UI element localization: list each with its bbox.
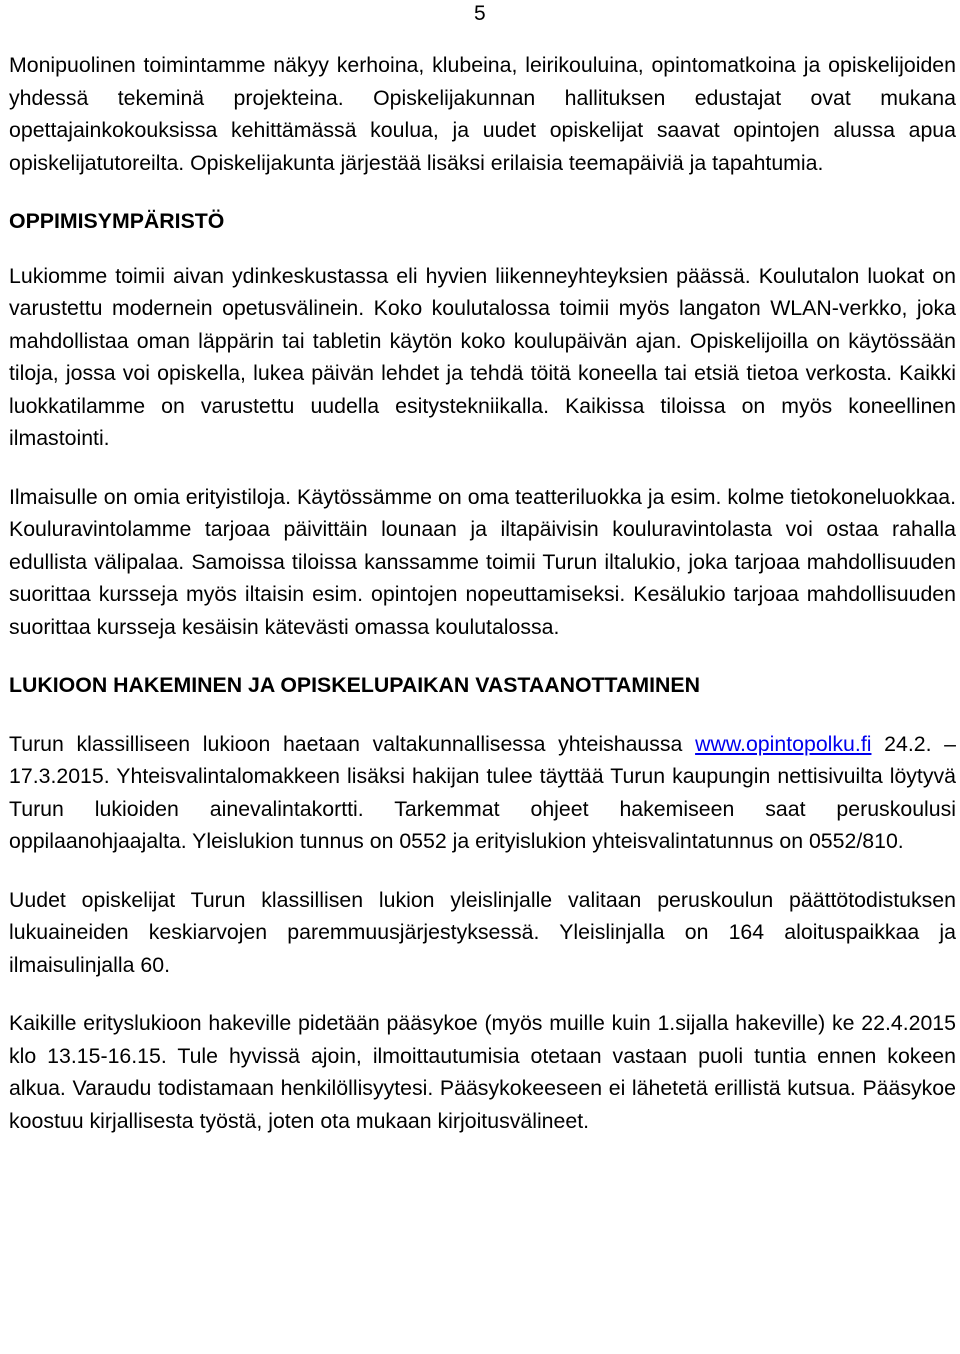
section-heading-environment: OPPIMISYMPÄRISTÖ bbox=[9, 209, 225, 233]
page-number: 5 bbox=[474, 2, 486, 25]
section-heading-admission: LUKIOON HAKEMINEN JA OPISKELUPAIKAN VASTAANOTTAMINEN bbox=[9, 673, 700, 697]
admission-paragraph-1 bbox=[9, 728, 956, 858]
intro-paragraph: Monipuolinen toimintamme näkyy kerhoina, klubeina, leirikouluina, opintomatkoina ja opiskelijoiden yhdessä tekeminä projekteina. Opiskelijakunnan hallituksen edustajat ovat mukana opettajainkokouksissa kehittämässä koulua, ja uudet opiskelijat saavat opintojen alussa apua opiskelijatutoreilta. Opiskelijakunta järjestää lisäksi erilaisia teemapäiviä ja tapahtumia. bbox=[9, 53, 956, 175]
environment-paragraph-1: Lukiomme toimii aivan ydinkeskustassa eli hyvien liikenneyhteyksien päässä. Koulutalon luokat on varustettu modernein opetusvälinein. Koko koulutalossa toimii myös langaton WLAN-verkko, joka mahdollistaa oman läppärin tai tabletin käytön koko koulupäivän ajan. Opiskelijoilla on käytössään tiloja, jossa voi opiskella, lukea päivän lehdet ja tehdä töitä koneella tai etsiä tietoa verkosta. Kaikki luokkatilamme on varustettu uudella esitystekniikalla. Kaikissa tiloissa on myös koneellinen ilmastointi. bbox=[9, 263, 956, 450]
admission-paragraph-3: Kaikille erityslukioon hakeville pidetään pääsykoe (myös muille kuin 1.sijalla hakeville) ke 22.4.2015 klo 13.15-16.15. Tule hyvissä ajoin, ilmoittautumisia otetaan vastaan puoli tuntia ennen kokeen alkua. Varaudu todistamaan henkilöllisyytesi. Pääsykokeeseen ei lähetetä erillistä kutsua. Pääsykoe koostuu kirjallisesta työstä, joten ota mukaan kirjoitusvälineet. bbox=[9, 1011, 956, 1133]
document-body bbox=[9, 49, 956, 1137]
admission-paragraph-2: Uudet opiskelijat Turun klassillisen lukion yleislinjalle valitaan peruskoulun päättötodistuksen lukuaineiden keskiarvojen paremmuusjärjestyksessä. Yleislinjalla on 164 aloituspaikkaa ja ilmaisulinjalla 60. bbox=[9, 887, 956, 977]
environment-paragraph-2: Ilmaisulle on omia erityistiloja. Käytössämme on oma teatteriluokka ja esim. kolme tietokoneluokkaa. Kouluravintolamme tarjoaa päivittäin lounaan ja iltapäivisin kouluravintolasta voi ostaa rahalla edullista välipalaa. Samoissa tiloissa kanssamme toimii Turun iltalukio, joka tarjoaa mahdollisuuden suorittaa kursseja myös iltaisin esim. opintojen nopeuttamiseksi. Kesälukio tarjoaa mahdollisuuden suorittaa kursseja kesäisin kätevästi omassa koulutalossa. bbox=[9, 484, 956, 639]
admission-text-after-link: 24.2. – 17.3.2015. Yhteisvalintalomakkeen lisäksi hakijan tulee täyttää Turun kaupungin nettisivuilta löytyvä Turun lukioiden ainevalintakortti. Tarkemmat ohjeet hakemiseen saat peruskoulusi oppilaanohjaajalta. Yleislukion tunnus on 0552 ja erityislukion yhteisvalintatunnus on 0552/810. bbox=[9, 731, 957, 853]
admission-text-before-link: Turun klassilliseen lukioon haetaan valtakunnallisessa yhteishaussa bbox=[9, 731, 696, 756]
opintopolku-link[interactable]: www.opintopolku.fi bbox=[695, 731, 872, 756]
